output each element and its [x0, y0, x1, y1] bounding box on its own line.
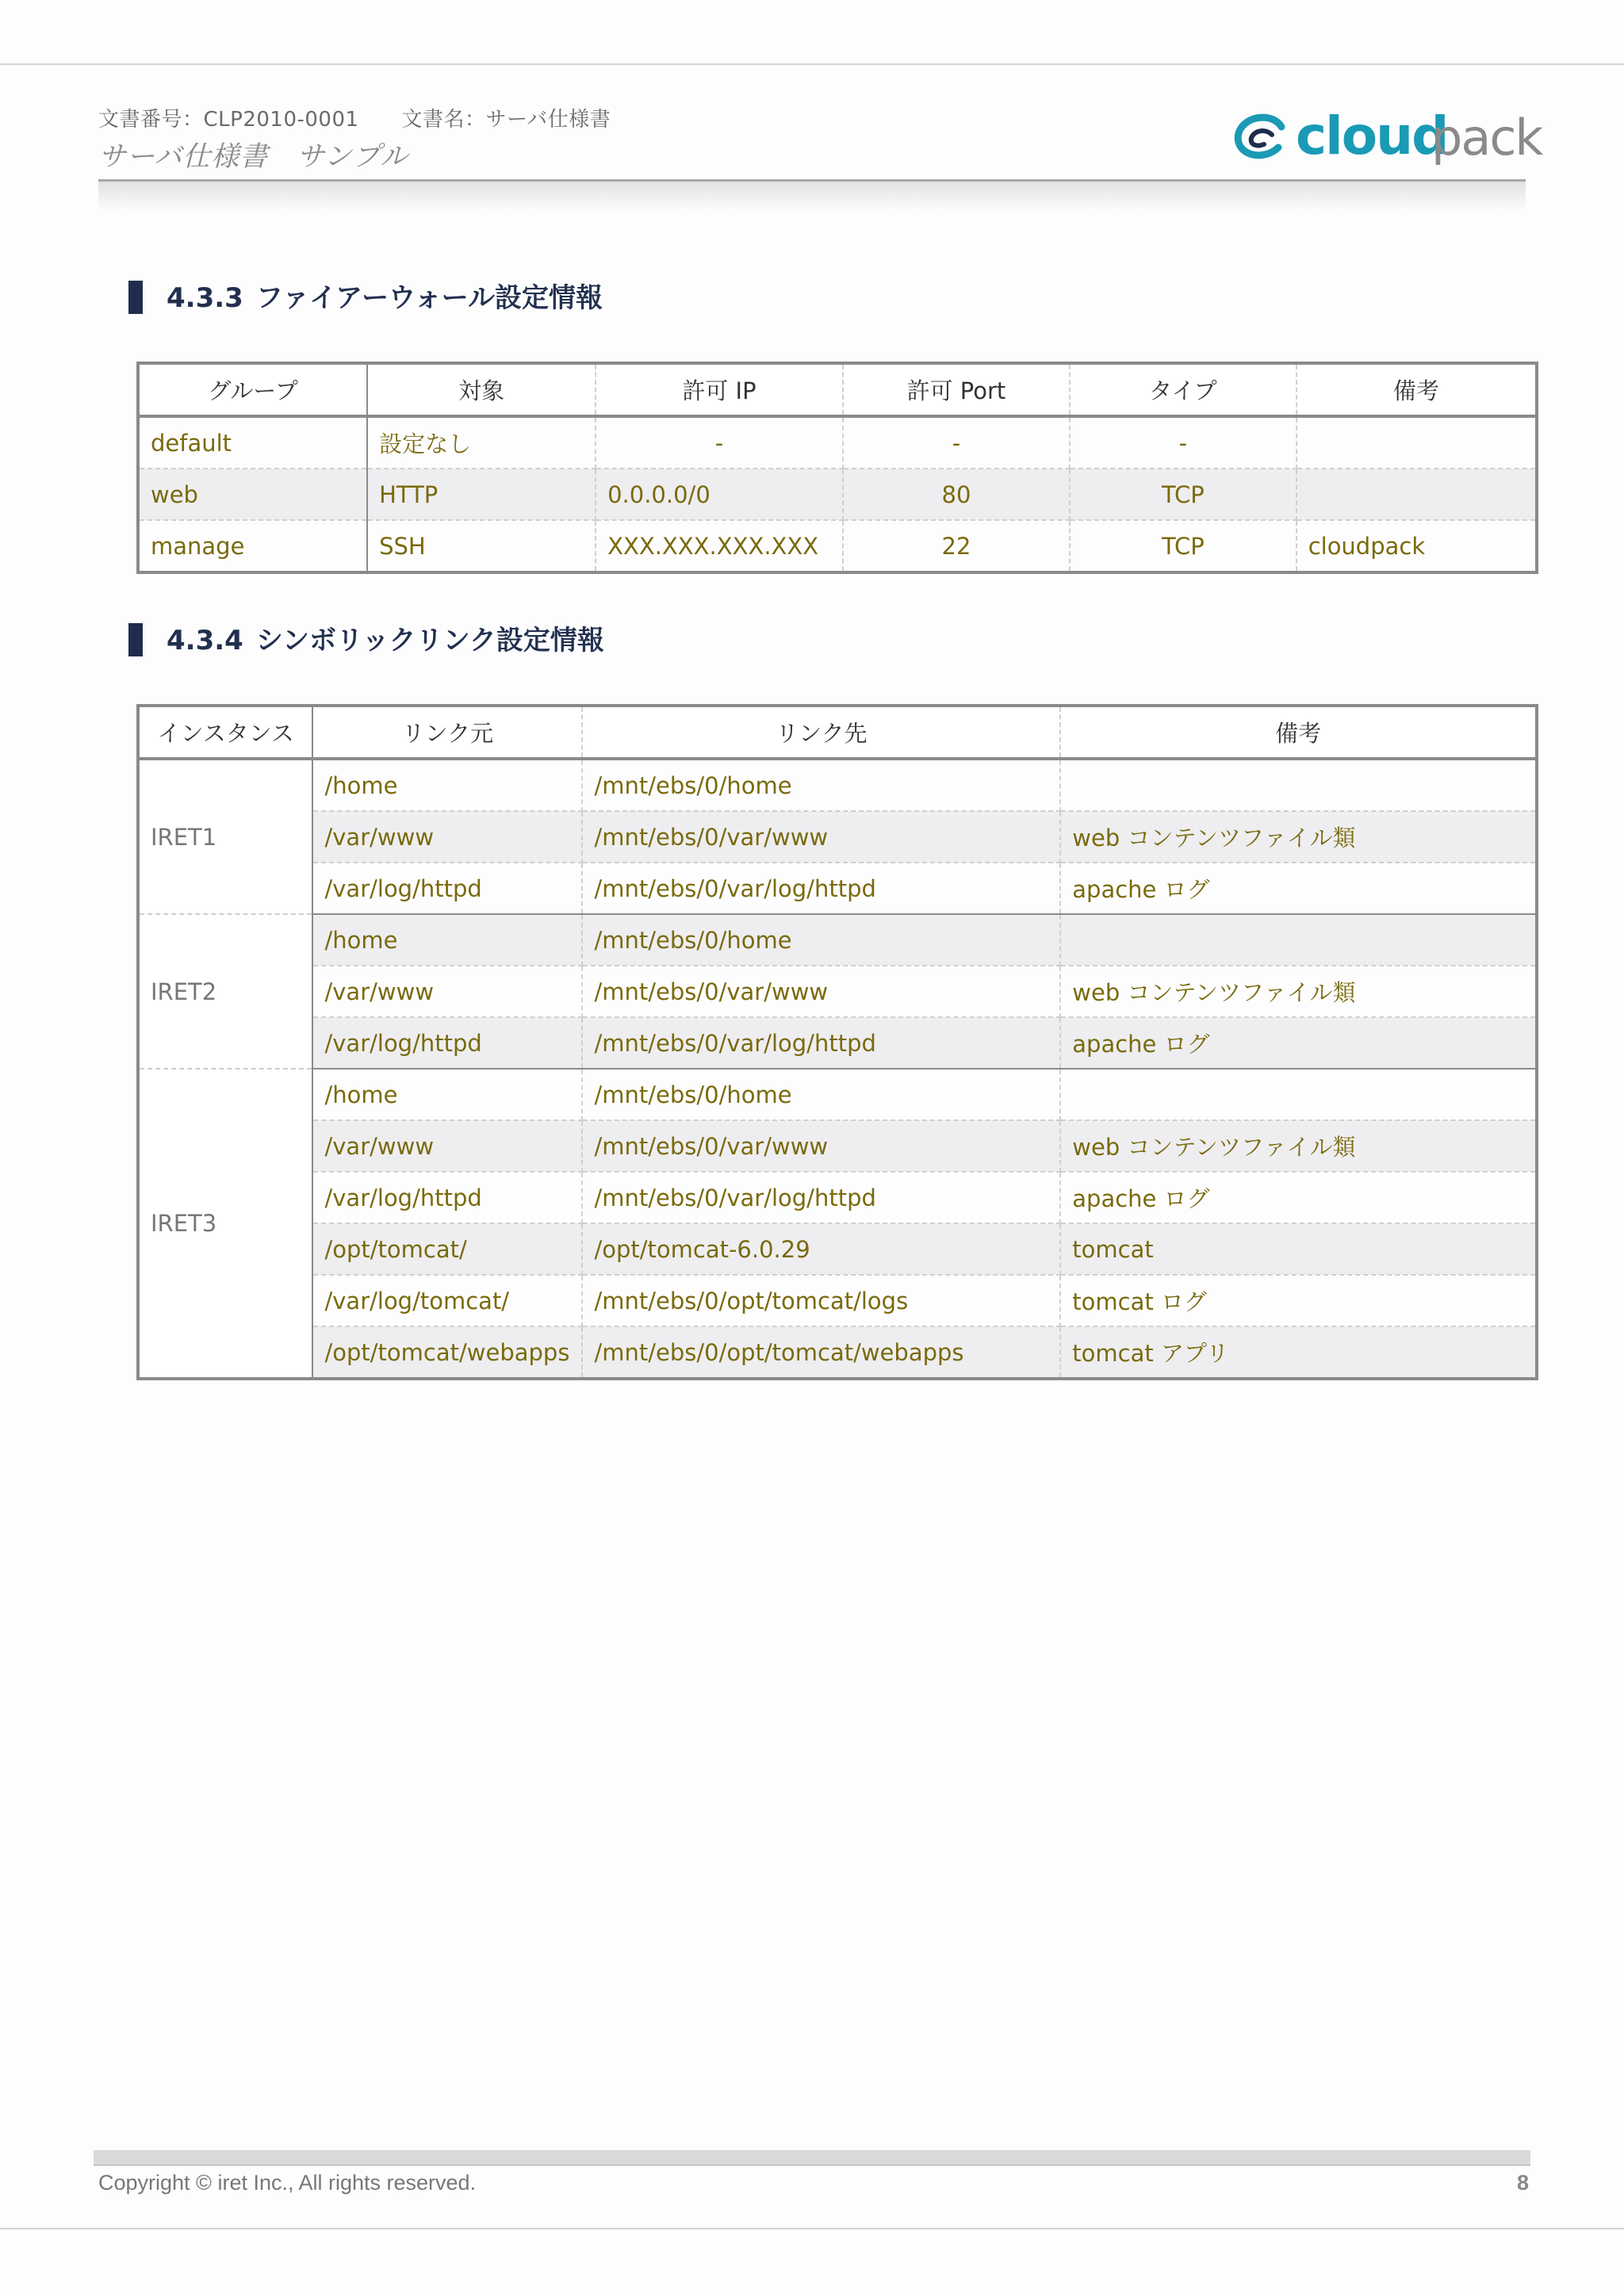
table-cell: SSH — [367, 520, 596, 572]
table-cell: /mnt/ebs/0/var/log/httpd — [582, 1172, 1060, 1223]
firewall-table — [136, 362, 1538, 574]
table-row — [138, 416, 1537, 469]
section-heading-symlink — [128, 618, 604, 659]
table-cell: /mnt/ebs/0/opt/tomcat/webapps — [582, 1326, 1060, 1379]
table-cell: TCP — [1070, 469, 1297, 520]
table-row — [138, 914, 1537, 966]
instance-cell: IRET3 — [138, 1069, 312, 1379]
table-cell: cloudpack — [1297, 520, 1537, 572]
table-cell: apache ログ — [1060, 1172, 1537, 1223]
document-meta — [98, 103, 653, 132]
table-cell: /mnt/ebs/0/opt/tomcat/logs — [582, 1275, 1060, 1326]
page-bottom-edge — [0, 2228, 1624, 2229]
table-row — [138, 759, 1537, 811]
table-cell: /opt/tomcat/ — [312, 1223, 582, 1275]
section-number: 4.3.3 — [167, 282, 243, 314]
table-cell: /mnt/ebs/0/home — [582, 914, 1060, 966]
table-cell: 22 — [843, 520, 1070, 572]
table-row — [138, 1326, 1537, 1379]
table-header-row — [138, 363, 1537, 416]
table-cell: HTTP — [367, 469, 596, 520]
table-row — [138, 966, 1537, 1017]
footer-copyright: Copyright © iret Inc., All rights reserved. — [98, 2171, 477, 2195]
table-cell: web コンテンツファイル類 — [1060, 966, 1537, 1017]
cloud-swirl-icon — [1226, 103, 1294, 170]
table-row — [138, 520, 1537, 572]
table-cell: /mnt/ebs/0/var/www — [582, 811, 1060, 863]
table-cell: apache ログ — [1060, 1017, 1537, 1069]
logo-text-pack: pack — [1431, 109, 1542, 166]
table-cell: /var/log/httpd — [312, 863, 582, 914]
table-cell: default — [138, 416, 367, 469]
table-cell: web コンテンツファイル類 — [1060, 811, 1537, 863]
section-title: ファイアーウォール設定情報 — [255, 282, 603, 314]
table-cell: XXX.XXX.XXX.XXX — [596, 520, 843, 572]
table-cell: /mnt/ebs/0/home — [582, 1069, 1060, 1120]
table-cell: - — [1070, 416, 1297, 469]
column-header: グループ — [138, 363, 367, 416]
document-name: 文書名：サーバ仕様書 — [401, 108, 611, 132]
table-cell: - — [843, 416, 1070, 469]
table-cell: web コンテンツファイル類 — [1060, 1120, 1537, 1172]
table-cell: - — [596, 416, 843, 469]
table-cell: /home — [312, 914, 582, 966]
column-header: タイプ — [1070, 363, 1297, 416]
table-cell — [1297, 469, 1537, 520]
symlink-table — [136, 704, 1538, 1380]
table-cell: /var/log/tomcat/ — [312, 1275, 582, 1326]
document-subtitle: サーバ仕様書 サンプル — [98, 141, 409, 173]
table-cell: /var/www — [312, 1120, 582, 1172]
column-header: リンク先 — [582, 706, 1060, 759]
table-row — [138, 1275, 1537, 1326]
page-top-edge — [0, 63, 1624, 65]
table-cell — [1060, 759, 1537, 811]
table-cell: tomcat — [1060, 1223, 1537, 1275]
table-cell: tomcat ログ — [1060, 1275, 1537, 1326]
table-row — [138, 469, 1537, 520]
cloudpack-logo — [1226, 103, 1542, 170]
table-cell: 80 — [843, 469, 1070, 520]
table-row — [138, 863, 1537, 914]
table-cell — [1060, 1069, 1537, 1120]
table-cell: /mnt/ebs/0/var/www — [582, 1120, 1060, 1172]
instance-cell: IRET2 — [138, 914, 312, 1069]
table-row — [138, 1120, 1537, 1172]
table-cell — [1297, 416, 1537, 469]
table-cell — [1060, 914, 1537, 966]
table-cell: /mnt/ebs/0/home — [582, 759, 1060, 811]
column-header: インスタンス — [138, 706, 312, 759]
table-row — [138, 1223, 1537, 1275]
table-cell: /mnt/ebs/0/var/log/httpd — [582, 863, 1060, 914]
section-marker — [128, 281, 143, 314]
section-marker — [128, 623, 143, 656]
table-cell: /var/log/httpd — [312, 1172, 582, 1223]
column-header: 対象 — [367, 363, 596, 416]
table-cell: tomcat アプリ — [1060, 1326, 1537, 1379]
document-number: 文書番号：CLP2010-0001 — [98, 108, 359, 132]
table-row — [138, 811, 1537, 863]
table-cell: /var/www — [312, 966, 582, 1017]
table-cell: /home — [312, 759, 582, 811]
instance-cell: IRET1 — [138, 759, 312, 914]
table-cell: manage — [138, 520, 367, 572]
logo-text-cloud: cloud — [1296, 105, 1448, 166]
page-number: 8 — [1516, 2171, 1529, 2195]
section-number: 4.3.4 — [167, 625, 243, 656]
table-row — [138, 1017, 1537, 1069]
table-cell: 設定なし — [367, 416, 596, 469]
column-header: 許可 IP — [596, 363, 843, 416]
table-cell: TCP — [1070, 520, 1297, 572]
table-row — [138, 1069, 1537, 1120]
table-cell: /var/www — [312, 811, 582, 863]
column-header: 備考 — [1060, 706, 1537, 759]
footer-rule — [94, 2150, 1530, 2166]
column-header: 備考 — [1297, 363, 1537, 416]
header-shadow — [98, 182, 1526, 212]
table-header-row — [138, 706, 1537, 759]
table-cell: /mnt/ebs/0/var/log/httpd — [582, 1017, 1060, 1069]
table-cell: /opt/tomcat/webapps — [312, 1326, 582, 1379]
table-cell: apache ログ — [1060, 863, 1537, 914]
section-heading-firewall — [128, 276, 603, 316]
column-header: 許可 Port — [843, 363, 1070, 416]
table-cell: 0.0.0.0/0 — [596, 469, 843, 520]
table-cell: web — [138, 469, 367, 520]
table-cell: /var/log/httpd — [312, 1017, 582, 1069]
section-title: シンボリックリンク設定情報 — [255, 625, 604, 656]
table-row — [138, 1172, 1537, 1223]
table-cell: /opt/tomcat-6.0.29 — [582, 1223, 1060, 1275]
column-header: リンク元 — [312, 706, 582, 759]
table-cell: /home — [312, 1069, 582, 1120]
table-cell: /mnt/ebs/0/var/www — [582, 966, 1060, 1017]
